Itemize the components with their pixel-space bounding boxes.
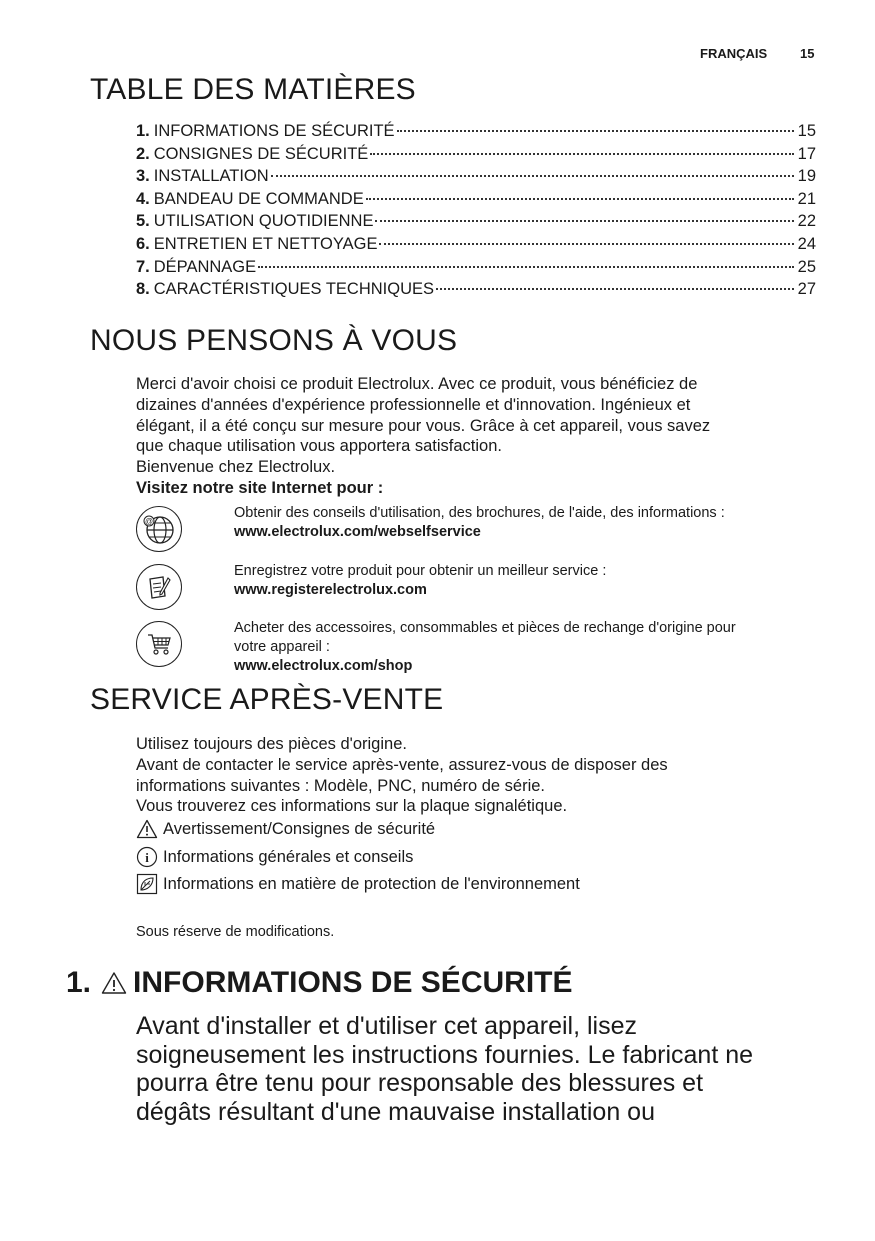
toc-entry[interactable] (136, 167, 816, 190)
text-line: Avant de contacter le service après-vente, assurez-vous de disposer des (136, 755, 668, 774)
toc-entry-number: 8. (136, 280, 150, 299)
toc-entry-page: 22 (797, 212, 816, 231)
web-item-register (136, 564, 816, 614)
toc-entry-number: 7. (136, 257, 150, 276)
toc-entry-page: 25 (797, 257, 816, 276)
toc-title: TABLE DES MATIÈRES (90, 73, 416, 106)
thinking-title: NOUS PENSONS À VOUS (90, 324, 458, 357)
text-line: Avant d'installer et d'utiliser cet appareil, lisez (136, 1012, 638, 1040)
text-line: dégâts résultant d'une mauvaise installation ou (136, 1097, 655, 1126)
toc-entry-label: INSTALLATION (153, 167, 269, 186)
toc-entry-label: BANDEAU DE COMMANDE (153, 189, 364, 208)
web-item-text: Acheter des accessoires, consommables et pièces de rechange d'origine pour (234, 620, 736, 636)
toc-entry-number: 1. (136, 122, 150, 140)
toc-leader-dots (271, 175, 794, 177)
legend-environment (136, 873, 580, 895)
modification-notice: Sous réserve de modifications. (136, 924, 335, 940)
text-line: que chaque utilisation vous apportera satisfaction. (136, 437, 502, 456)
chapter-title (66, 966, 572, 1000)
web-item-text: Obtenir des conseils d'utilisation, des brochures, de l'aide, des informations : (234, 505, 725, 521)
text-line: Vous trouverez ces informations sur la plaque signalétique. (136, 797, 568, 816)
warning-icon (136, 819, 158, 839)
web-item-shop (136, 620, 816, 674)
toc-leader-dots (375, 220, 794, 222)
toc-entry-page: 24 (797, 234, 816, 253)
toc-entry-page: 17 (797, 144, 816, 163)
toc-entry-label: UTILISATION QUOTIDIENNE (153, 212, 374, 231)
header-language: FRANÇAIS (700, 46, 768, 61)
toc-leader-dots (366, 198, 794, 200)
web-item-text: Enregistrez votre produit pour obtenir un meilleur service : (234, 563, 607, 579)
web-item-link[interactable]: www.registerelectrolux.com (234, 582, 427, 598)
page-number: 15 (800, 46, 815, 61)
toc-entry-page: 27 (797, 280, 816, 299)
legend-warning-label: Avertissement/Consignes de sécurité (163, 819, 436, 838)
register-icon (136, 564, 182, 610)
web-item-text: votre appareil : (234, 639, 330, 655)
toc-entry-number: 4. (136, 189, 150, 208)
chapter-intro (136, 1012, 826, 1126)
text-line: élégant, il a été conçu sur mesure pour vous. Grâce à cet appareil, vous savez (136, 416, 711, 435)
service-title: SERVICE APRÈS-VENTE (90, 683, 444, 716)
toc-entry-number: 3. (136, 167, 150, 186)
toc-leader-dots (397, 130, 794, 132)
toc-entry-page: 19 (797, 167, 816, 186)
toc-entry[interactable] (136, 212, 816, 235)
text-line: dizaines d'années d'expérience professionnelle et d'innovation. Ingénieux et (136, 395, 691, 414)
legend-info (136, 846, 413, 868)
toc-entry-label: DÉPANNAGE (153, 257, 257, 276)
toc-entry-label: CARACTÉRISTIQUES TECHNIQUES (153, 280, 434, 299)
web-item-link[interactable]: www.electrolux.com/shop (234, 658, 413, 674)
toc-entry-number: 5. (136, 212, 150, 231)
text-line: Bienvenue chez Electrolux. (136, 458, 336, 477)
web-item-support (136, 506, 816, 556)
warning-icon (101, 971, 127, 995)
legend-info-label: Informations générales et conseils (163, 847, 414, 866)
text-line: Merci d'avoir choisi ce produit Electrolux. Avec ce produit, vous bénéficiez de (136, 375, 698, 393)
toc-entry-label: CONSIGNES DE SÉCURITÉ (153, 144, 369, 163)
text-line: pourra être tenu pour responsable des blessures et (136, 1069, 704, 1097)
leaf-icon (136, 873, 158, 895)
toc-leader-dots (370, 153, 794, 155)
text-line: informations suivantes : Modèle, PNC, numéro de série. (136, 776, 546, 795)
toc-leader-dots (258, 266, 794, 268)
globe-icon (136, 506, 182, 552)
web-item-link[interactable]: www.electrolux.com/webselfservice (234, 524, 481, 540)
chapter-number: 1. (66, 966, 92, 999)
toc-entry-label: ENTRETIEN ET NETTOYAGE (153, 234, 378, 253)
legend-environment-label: Informations en matière de protection de l'environnement (163, 874, 580, 893)
cart-icon (136, 621, 182, 667)
legend-warning (136, 819, 435, 839)
toc-entry[interactable] (136, 190, 816, 213)
text-line: Utilisez toujours des pièces d'origine. (136, 735, 407, 753)
toc-entry[interactable] (136, 122, 816, 145)
toc-entry[interactable] (136, 258, 816, 281)
toc-entry[interactable] (136, 235, 816, 258)
toc-entry-label: INFORMATIONS DE SÉCURITÉ (153, 122, 395, 140)
toc-leader-dots (379, 243, 794, 245)
toc-entry[interactable] (136, 145, 816, 168)
toc-entry-page: 21 (797, 189, 816, 208)
info-icon (136, 846, 158, 868)
service-paragraph (136, 734, 816, 817)
toc-entry-page: 15 (797, 122, 816, 140)
visit-label: Visitez notre site Internet pour : (136, 478, 384, 497)
text-line: soigneusement les instructions fournies. Le fabricant ne (136, 1040, 754, 1069)
svg-text:@: @ (144, 517, 154, 526)
thinking-paragraph (136, 374, 816, 499)
toc-entry-number: 6. (136, 234, 150, 253)
toc-list (136, 122, 816, 303)
toc-entry-number: 2. (136, 144, 150, 163)
chapter-title-text: INFORMATIONS DE SÉCURITÉ (133, 966, 573, 999)
svg-text:i: i (145, 850, 149, 865)
toc-leader-dots (436, 288, 794, 290)
toc-entry[interactable] (136, 280, 816, 303)
